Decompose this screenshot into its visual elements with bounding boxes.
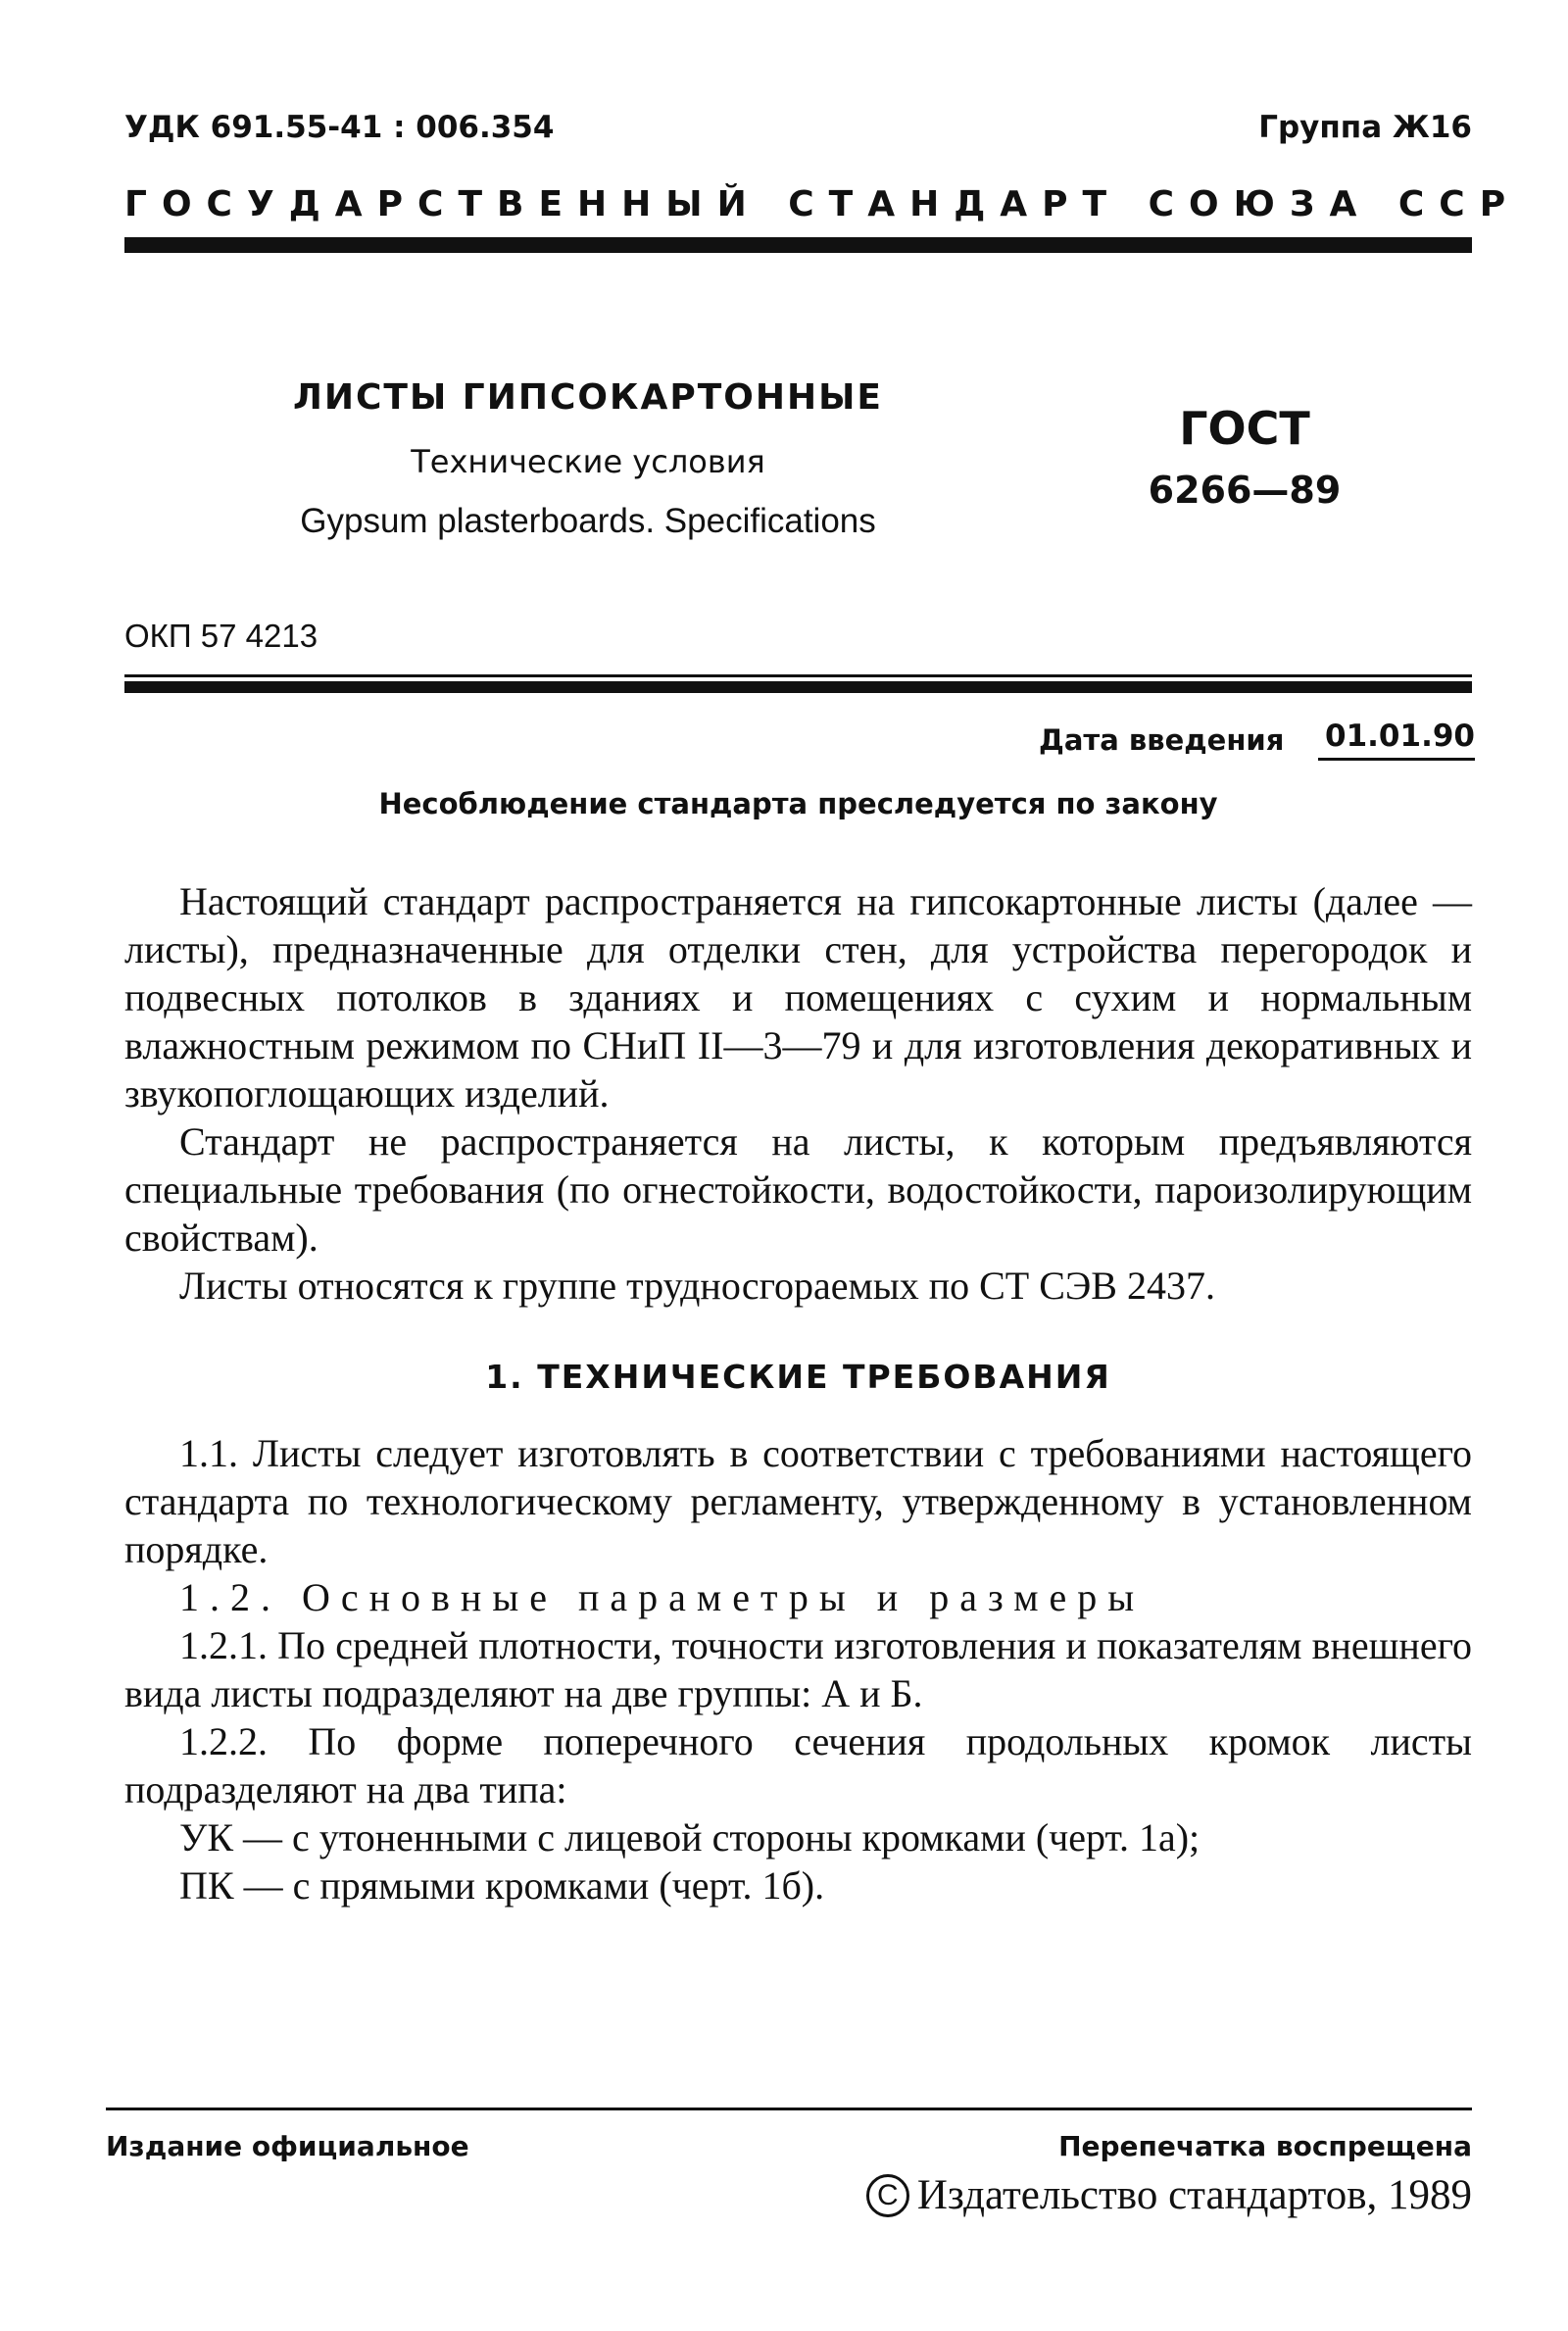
state-standard-banner: ГОСУДАРСТВЕННЫЙ СТАНДАРТ СОЮЗА ССР — [124, 184, 1521, 224]
group-code: Группа Ж16 — [1258, 110, 1472, 145]
okp-code: ОКП 57 4213 — [124, 618, 318, 654]
footer-rule — [106, 2108, 1472, 2110]
scope-paragraph-3: Листы относятся к группе трудносгораемых по СТ СЭВ 2437. — [179, 1264, 1215, 1308]
document-title: ЛИСТЫ ГИПСОКАРТОННЫЕ — [292, 377, 884, 418]
document-title-en: Gypsum plasterboards. Specifications — [300, 502, 876, 540]
clause-1-2: 1.2. Основные параметры и размеры — [179, 1575, 1146, 1619]
publisher-name: Издательство стандартов, 1989 — [916, 2172, 1472, 2218]
clause-1-1: 1.1. Листы следует изготовлять в соответствии с требованиями настоящего стандарта по технологическому регламенту, утвержденному в установленном порядке. — [124, 1431, 1472, 1571]
clause-1-2-1: 1.2.1. По средней плотности, точности изготовления и показателям внешнего вида листы подразделяют на две группы: А и Б. — [124, 1623, 1472, 1715]
scope-section — [124, 877, 1472, 1310]
scope-paragraph-1: Настоящий стандарт распространяется на гипсокартонные листы (далее — листы), предназначенные для отделки стен, для устройства перегородок и подвесных потолков в зданиях и помещениях с сухим и нормальным влажностным режимом по СНиП II—3—79 и для изготовления декоративных и звукопоглощающих изделий. — [124, 879, 1472, 1116]
edge-type-pk: ПК — с прямыми кромками (черт. 1б). — [179, 1863, 825, 1908]
requirements-section — [124, 1429, 1472, 1909]
gost-number: 6266—89 — [1148, 469, 1342, 512]
copyright-icon: C — [866, 2174, 909, 2217]
okp-rule-thick — [124, 681, 1472, 693]
publisher-line — [866, 2171, 1472, 2219]
gost-label: ГОСТ — [1179, 402, 1310, 455]
official-edition: Издание официальное — [106, 2130, 469, 2162]
clause-1-2-2: 1.2.2. По форме поперечного сечения продольных кромок листы подразделяют на два типа: — [124, 1719, 1472, 1811]
udk-code: УДК 691.55-41 : 006.354 — [124, 110, 555, 145]
scope-paragraph-2: Стандарт не распространяется на листы, к которым предъявляются специальные требования (по огнестойкости, водостойкости, пароизолирующим свойствам). — [124, 1119, 1472, 1260]
header-rule-thick — [124, 237, 1472, 253]
okp-rule-thin — [124, 674, 1472, 677]
date-label: Дата введения — [1039, 723, 1285, 757]
date-value: 01.01.90 — [1318, 719, 1475, 761]
law-notice: Несоблюдение стандарта преследуется по закону — [378, 787, 1218, 820]
document-subtitle: Технические условия — [411, 443, 765, 480]
edge-type-uk: УК — с утоненными с лицевой стороны кромками (черт. 1а); — [179, 1815, 1200, 1860]
reprint-notice: Перепечатка воспрещена — [1058, 2130, 1472, 2162]
section-heading: 1. ТЕХНИЧЕСКИЕ ТРЕБОВАНИЯ — [485, 1358, 1111, 1396]
